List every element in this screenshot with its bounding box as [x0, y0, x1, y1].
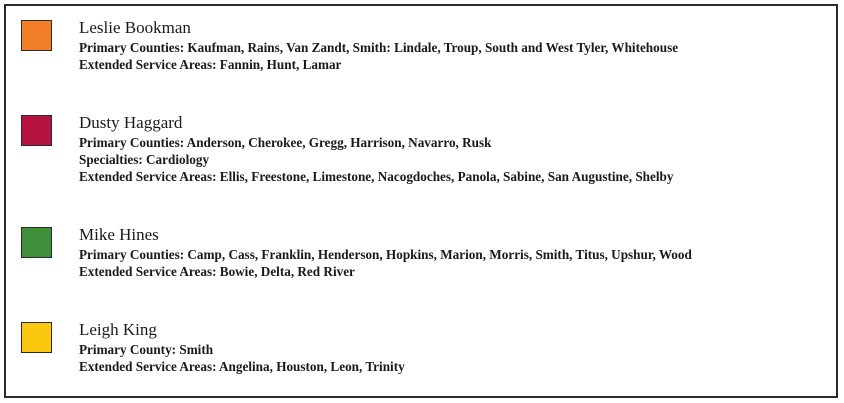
extended-service-areas: Extended Service Areas: Fannin, Hunt, Lamar [79, 57, 342, 72]
primary-counties: Primary Counties: Anderson, Cherokee, Gregg, Harrison, Navarro, Rusk [79, 135, 492, 150]
extended-service-areas: Extended Service Areas: Angelina, Houston, Leon, Trinity [79, 359, 405, 374]
color-swatch-green [21, 227, 52, 258]
legend-entry-info [79, 224, 692, 280]
territory-legend [4, 4, 838, 398]
legend-entry-info [79, 319, 405, 375]
extended-service-areas: Extended Service Areas: Bowie, Delta, Red River [79, 264, 355, 279]
legend-entry-info [79, 17, 678, 73]
primary-county: Primary County: Smith [79, 342, 214, 357]
rep-name: Mike Hines [79, 225, 159, 244]
extended-service-areas: Extended Service Areas: Ellis, Freestone, Limestone, Nacogdoches, Panola, Sabine, San Augustine, Shelby [79, 169, 674, 184]
color-swatch-yellow [21, 322, 52, 353]
primary-counties: Primary Counties: Camp, Cass, Franklin, Henderson, Hopkins, Marion, Morris, Smith, Titus, Upshur, Wood [79, 247, 692, 262]
primary-counties: Primary Counties: Kaufman, Rains, Van Zandt, Smith: Lindale, Troup, South and West Tyler, Whitehouse [79, 40, 679, 55]
rep-name: Dusty Haggard [79, 113, 183, 132]
legend-entry-info [79, 112, 673, 185]
specialties: Specialties: Cardiology [79, 152, 210, 167]
rep-name: Leigh King [79, 320, 157, 339]
rep-name: Leslie Bookman [79, 18, 191, 37]
color-swatch-crimson [21, 115, 52, 146]
color-swatch-orange [21, 20, 52, 51]
